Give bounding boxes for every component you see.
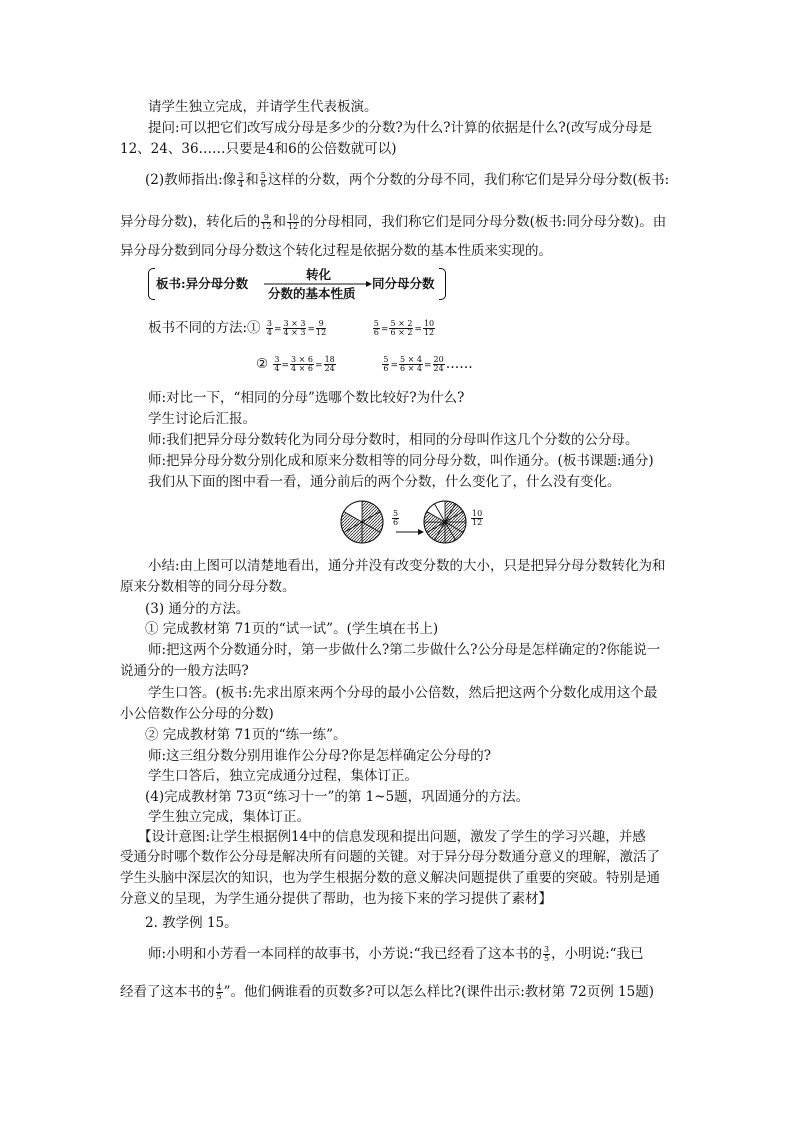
text-line: ② $\frac{3}{4}$ = $\frac{3 \times 6}{4 \times 6}$ = $\frac{18}{24}$ $\frac{5}{6}$ = $\frac{5 \times 4}{6 \times 4}$ = $\frac{20}{24}$ …… <box>256 355 473 373</box>
text-line: 师:把异分母分数分别化成和原来分数相等的同分母分数，叫作通分。(板书课题:通分) <box>148 453 654 469</box>
board-diagram <box>148 268 446 300</box>
fraction: $\frac{5}{6}$ <box>373 319 379 337</box>
text-line: 学生口答后，独立完成通分过程，集体订正。 <box>148 768 418 784</box>
text-line: 小结:由上图可以清楚地看出，通分并没有改变分数的大小，只是把异分母分数转化为和 <box>148 558 666 574</box>
text-line: 小公倍数作公分母的分数) <box>120 706 274 722</box>
text-line: 异分母分数到同分母分数这个转化过程是依据分数的基本性质来实现的。 <box>120 243 552 259</box>
text-line: 说通分的一般方法吗? <box>120 663 249 679</box>
fraction: $\frac{4}{5}$ <box>216 983 222 1001</box>
text-line: 学生独立完成，集体订正。 <box>148 809 310 825</box>
text-line: 经看了这本书的 $\frac{4}{5}$ ”。他们俩谁看的页数多?可以怎么样比?(课件出示:教材第 72页例 15题) <box>120 983 654 1001</box>
text-line: 我们从下面的图中看一看，通分前后的两个分数，什么变化了，什么没有变化。 <box>148 474 621 490</box>
fraction: $\frac{3 \times 6}{4 \times 6}$ <box>291 355 314 373</box>
text-line: (2)教师指出:像 $\frac{3}{4}$ 和 $\frac{5}{6}$ 这样的分数，两个分数的分母不同，我们称它们是异分母分数(板书: <box>145 171 670 189</box>
text-line: 师:这三组分数分别用谁作公分母?你是怎样确定公分母的? <box>148 748 492 764</box>
text-line: 师:小明和小芳看一本同样的故事书，小芳说:“我已经看了这本书的 $\frac{3}{5}$ ，小明说:“我已 <box>148 945 644 963</box>
text-line: 2. 教学例 15。 <box>145 915 238 931</box>
text-line: 师:我们把异分母分数转化为同分母分数时，相同的分母叫作这几个分数的公分母。 <box>148 432 639 448</box>
text-line: 原来分数相等的同分母分数。 <box>120 579 296 595</box>
fraction: $\frac{10}{12}$ <box>423 319 435 337</box>
board-right-label: 同分母分数 <box>372 276 435 291</box>
text-line: 学生口答。(板书:先求出原来两个分母的最小公倍数，然后把这两个分数化成用这个最 <box>148 685 658 701</box>
right-bracket <box>439 268 446 300</box>
text-line: 师:对比一下，“相同的分母”选哪个数比较好?为什么? <box>148 390 465 406</box>
pie-left <box>341 501 383 543</box>
arrow-icon <box>418 529 424 535</box>
fraction: $\frac{5}{6}$ <box>260 171 266 189</box>
pie-right <box>424 501 466 543</box>
text-line: 师:把这两个分数通分时，第一步做什么?第二步做什么?公分母是怎样确定的?你能说一 <box>148 642 661 658</box>
text-line: 请学生独立完成，并请学生代表板演。 <box>148 99 378 115</box>
left-bracket <box>148 268 155 300</box>
fraction: $\frac{18}{24}$ <box>324 355 335 373</box>
fraction: $\frac{5 \times 2}{6 \times 2}$ <box>390 319 413 337</box>
fraction: $\frac{20}{24}$ <box>433 355 444 373</box>
text-line: (3) 通分的方法。 <box>145 601 250 617</box>
fraction: $\frac{3}{4}$ <box>274 355 280 373</box>
fraction-pie-figure <box>338 494 498 550</box>
pie-left-label: $\frac{5}{6}$ <box>393 509 399 527</box>
text-line: 提问:可以把它们改写成分母是多少的分数?为什么?计算的依据是什么?(改写成分母是 <box>148 120 653 136</box>
text-line: 12、24、36……只要是4和6的公倍数就可以) <box>120 141 397 157</box>
text-line: ② 完成教材第 71页的“练一练”。 <box>145 727 347 743</box>
board-bottom-label: 分数的基本性质 <box>268 286 356 301</box>
fraction: $\frac{9}{12}$ <box>261 213 272 231</box>
text-line: 学生头脑中深层次的知识，也为学生根据分数的意义解决问题提供了重要的突破。特别是通 <box>120 870 660 886</box>
text-line: 【设计意图:让学生根据例14中的信息发现和提出问题，激发了学生的学习兴趣，并感 <box>138 829 646 845</box>
text-line: 分意义的呈现，为学生通分提供了帮助，也为接下来的学习提供了素材】 <box>120 891 552 907</box>
fraction: $\frac{5 \times 4}{6 \times 4}$ <box>399 355 422 373</box>
text-line: 板书不同的方法:① $\frac{3}{4}$ = $\frac{3 \times 3}{4 \times 3}$ = $\frac{9}{12}$ $\frac{5}{6}$ = $\frac{5 \times 2}{6 \times 2}$ = $\frac{10}{12}$ <box>148 319 435 337</box>
fraction: $\frac{3}{4}$ <box>266 319 272 337</box>
board-left-label: 板书:异分母分数 <box>156 276 249 291</box>
text-line: 受通分时哪个数作公分母是解决所有问题的关键。对于异分母分数通分意义的理解，激活了 <box>120 849 660 865</box>
fraction: $\frac{3}{5}$ <box>544 945 550 963</box>
text-line: 异分母分数)，转化后的 $\frac{9}{12}$ 和 $\frac{10}{12}$ 的分母相同，我们称它们是同分母分数(板书:同分母分数)。由 <box>120 213 667 231</box>
text-line: 学生讨论后汇报。 <box>148 411 256 427</box>
text-line: ① 完成教材第 71页的“试一试”。(学生填在书上) <box>145 621 439 637</box>
fraction: $\frac{5}{6}$ <box>383 355 389 373</box>
text-line: (4)完成教材第 73页“练习十一”的第 1~5题，巩固通分的方法。 <box>145 789 530 805</box>
fraction: $\frac{3 \times 3}{4 \times 3}$ <box>283 319 306 337</box>
fraction: $\frac{3}{4}$ <box>238 171 244 189</box>
board-top-label: 转化 <box>306 267 332 282</box>
fraction: $\frac{9}{12}$ <box>316 319 327 337</box>
fraction: $\frac{10}{12}$ <box>287 213 299 231</box>
pie-right-label: $\frac{10}{12}$ <box>472 509 483 527</box>
